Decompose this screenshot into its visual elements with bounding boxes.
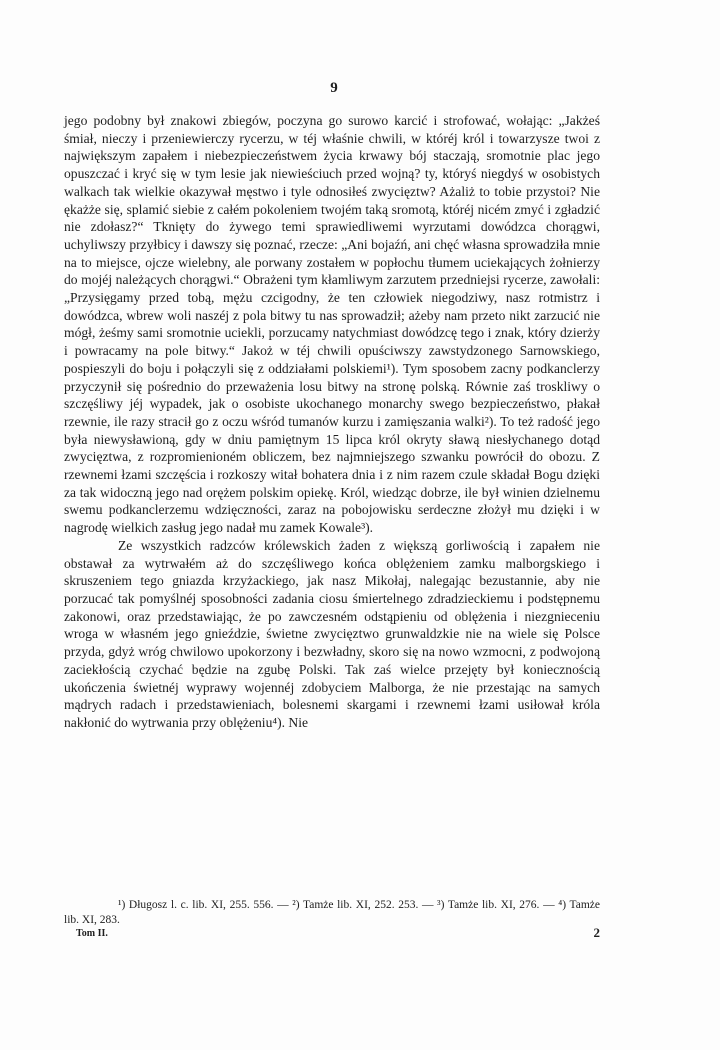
- body-text: [64, 112, 600, 732]
- page-number: 9: [330, 80, 338, 96]
- paragraph-1: jego podobny był znakowi zbiegów, poczyna go surowo karcić i strofować, wołając: „Jakżeś śmiał, nieczy i przeniewierczy rycerzu, w téj właśnie chwili, w któréj król i towarzysze twoi z największym zapałem i niebezpieczeństwem życia krwawy bój staczają, sromotnie plac jego opuszczać i kryć się w tym lesie jak niewieściuch przed wojną? ty, któryś niegdyś w osobistych walkach tak wielkie okazywał męstwo i tyle odnosiłeś zwycięztw? Ażaliż to tobie przystoi? Nie ękażże się, splamić siebie z całém pokoleniem twojém taką sromotą, któréj nicém zmyć i zgładzić nie zdołasz?“ Tknięty do żywego temi sprawiedliwemi wyrzutami dowódzca chorągwi, uchyliwszy przyłbicy i dawszy się poznać, rzecze: „Ani bojaźń, ani chęć własna sprowadziła mnie na to miejsce, ojcze wielebny, ale porwany zostałem w popłochu tłumem uciekających żołnierzy do mojéj należących chorągwi.“ Obrażeni tym kłamliwym zarzutem przedniejsi rycerze, zawołali: „Przysięgamy przed tobą, mężu czcigodny, że ten człowiek niegodziwy, nasz rotmistrz i dowódzca, wbrew woli naszéj z pola bitwy tu nas sprowadził; ażeby nam przeto nikt zarzucić nie mógł, żeśmy sami sromotnie uciekli, porzucamy natychmiast dowódzcę tego i znak, który dzierży i powracamy na pole bitwy.“ Jakoż w téj chwili opuściwszy zawstydzonego Sarnowskiego, pospieszyli do boju i połączyli się z oddziałami polskiemi¹). Tym sposobem zacny podkanclerzy przyczynił się pośrednio do przeważenia losu bitwy na stronę polską. Równie zaś troskliwy o szczęśliwy jéj wypadek, jak o osobiste ukochanego monarchy swego bezpieczeństwo, płakał rzewnie, ile razy stracił go z oczu wśród tumanów kurzu i zamięszania walki²). To też radość jego była niewysławioną, gdy w dniu pamiętnym 15 lipca król okryty sławą niesłychanego dotąd zwycięztwa, z rozpromienioném obliczem, bez najmniejszego szwanku powrócił do obozu. Z rzewnemi łzami szczęścia i rozkoszy witał bohatera dnia i z nim razem czule składał Bogu dzięki za tak widoczną jego nad orężem polskim opiekę. Król, wiedząc dobrze, ile był winien dzielnemu swemu podkanclerzemu wdzięczności, zaraz na pobojowisku serdeczne złożył mu dzięki i w nagrodę wielkich zasług jego nadał mu zamek Kowale³).: [64, 113, 600, 536]
- footnotes: [64, 898, 600, 928]
- sheet-number: 2: [593, 925, 600, 940]
- volume-mark: Tom II.: [76, 928, 108, 939]
- footnote-text: ¹) Długosz l. c. lib. XI, 255. 556. — ²) Tamże lib. XI, 252. 253. — ³) Tamże lib. XI, 276. — ⁴) Tamże lib. XI, 283.: [64, 899, 600, 926]
- paragraph-2: Ze wszystkich radzców królewskich żaden z większą gorliwością i zapałem nie obstawał za wytrwałém aż do szczęśliwego końca oblężeniem zamku malborgskiego i skruszeniem tego gniazda krzyżackiego, jak nasz Mikołaj, nalegając bezustannie, aby nie porzucać tak pomyślnéj sposobności zadania ciosu śmiertelnego zdradzieckiemu i podstępnemu zakonowi, oraz przedstawiając, że po zawczesném odstąpieniu od oblężenia i niezgnieceniu wroga w własném jego gnieździe, świetne zwycięztwo grunwaldzkie nie na wiele się Polsce przyda, gdyż wróg chwilowo upokorzony i bezwładny, skoro się na nowo wzmocni, z podwojoną zaciekłością czychać będzie na zgubę Polski. Tak zaś wielce przejęty był koniecznością ukończenia świetnéj wyprawy wojennéj zdobyciem Malborga, że nie przestając na samych mądrych radach i przedstawieniach, bolesnemi skargami i rzewnemi łzami usiłował króla nakłonić do wytrwania przy oblężeniu⁴). Nie: [64, 537, 600, 730]
